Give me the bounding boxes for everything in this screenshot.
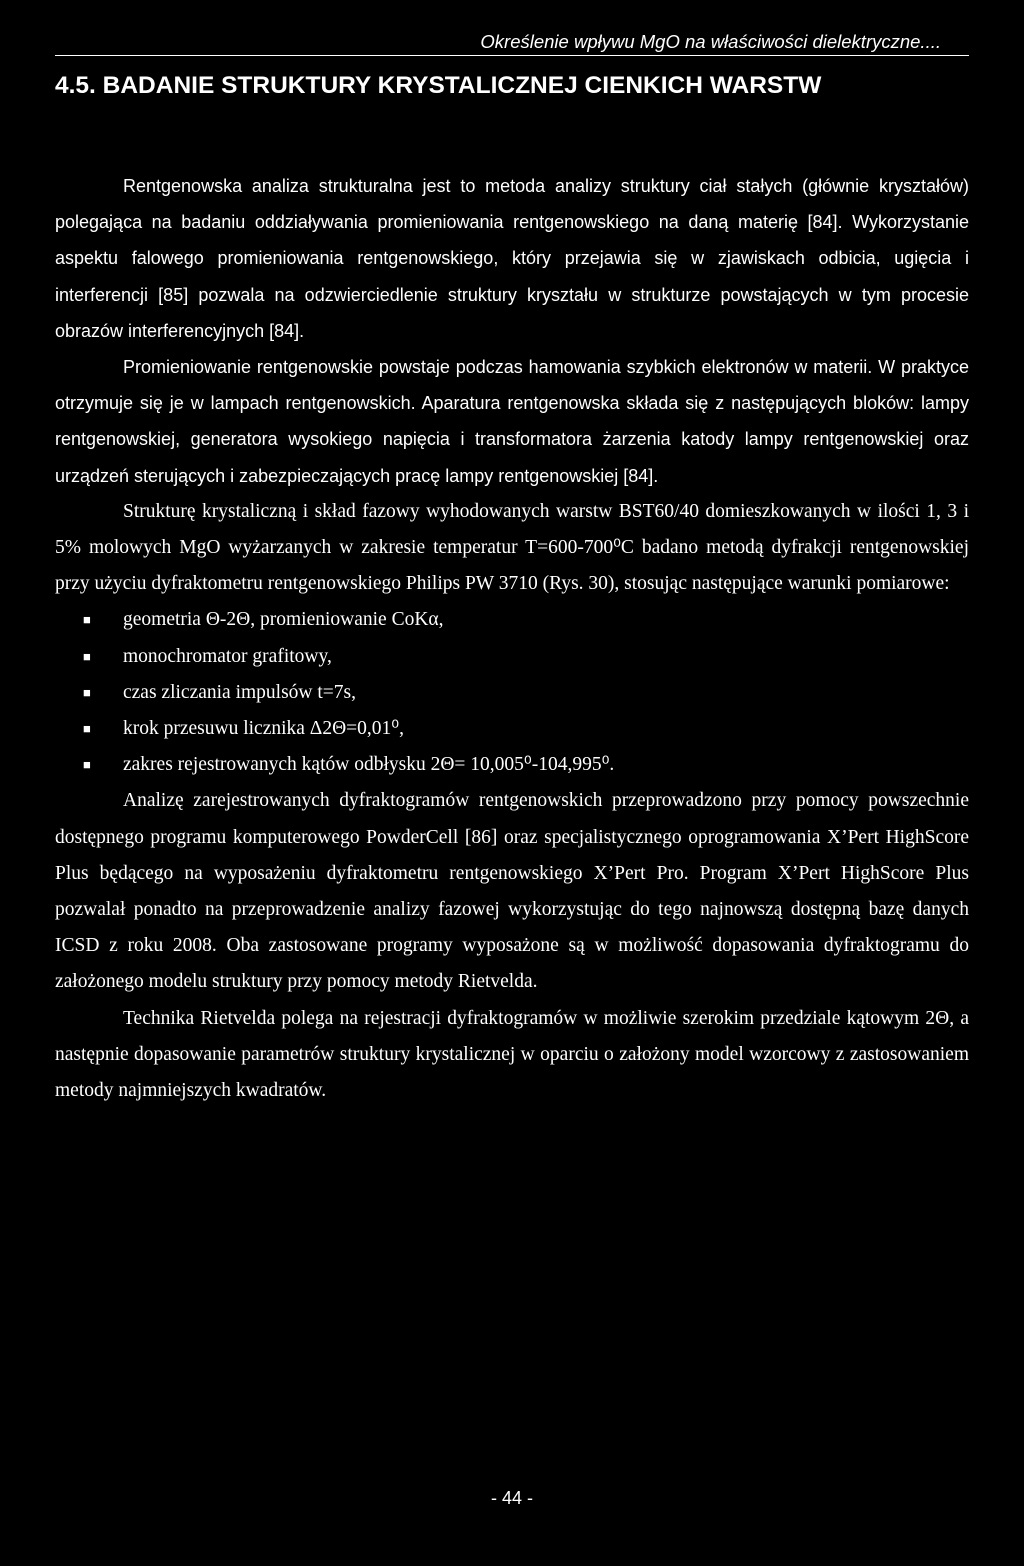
- bullet-icon: ■: [83, 684, 91, 700]
- paragraph-measurement-setup: Strukturę krystaliczną i skład fazowy wyhodowanych warstw BST60/40 domieszkowanych w ilości 1, 3 i 5% molowych MgO wyżarzanych w zakresie temperatur T=600-700⁰C badano metodą dyfrakcji rentgenowskiej przy użyciu dyfraktometru rentgenowskiego Philips PW 3710 (Rys. 30), stosując następujące warunki pomiarowe:: [55, 500, 969, 595]
- bullet-icon: ■: [83, 757, 91, 773]
- list-item: [55, 675, 969, 711]
- list-item: [55, 747, 969, 783]
- list-item: [55, 602, 969, 638]
- paragraph-software-analysis: Analizę zarejestrowanych dyfraktogramów rentgenowskich przeprowadzono przy pomocy powszechnie dostępnego programu komputerowego PowderCell [86] oraz specjalistycznego oprogramowania X’Pert HighScore Plus będącego na wyposażeniu dyfraktometru rentgenowskiego X’Pert Pro. Program X’Pert HighScore Plus pozwalał ponadto na przeprowadzenie analizy fazowej wykorzystując do tego najnowszą dostępną bazę danych ICSD z roku 2008. Oba zastosowane programy wyposażone są w możliwość dopasowania dyfraktogramu do założonego modelu struktury przy pomocy metody Rietvelda.: [55, 790, 969, 993]
- section-title: 4.5. BADANIE STRUKTURY KRYSTALICZNEJ CIENKICH WARSTW: [55, 72, 822, 99]
- paragraph-xray-analysis: Rentgenowska analiza strukturalna jest to metoda analizy struktury ciał stałych (głównie kryształów) polegająca na badaniu oddziaływania promieniowania rentgenowskiego na daną materię [84]. Wykorzystanie aspektu falowego promieniowania rentgenowskiego, który przejawia się w zjawiskach odbicia, ugięcia i interferencji [85] pozwala na odzwierciedlenie struktury kryształu w strukturze powstających w tym procesie obrazów interferencyjnych [84].: [55, 176, 969, 341]
- list-item-text: monochromator grafitowy,: [123, 645, 332, 667]
- list-item: [55, 639, 969, 675]
- paragraph-rietveld-method: Technika Rietvelda polega na rejestracji dyfraktogramów w możliwie szerokim przedziale kątowym 2Θ, a następnie dopasowanie parametrów struktury krystalicznej w oparciu o założony model wzorcowy z zastosowaniem metody najmniejszych kwadratów.: [55, 1007, 969, 1102]
- list-item: [55, 711, 969, 747]
- list-item-text: geometria Θ-2Θ, promieniowanie CoKα,: [123, 609, 444, 631]
- bullet-icon: ■: [83, 648, 91, 664]
- measurement-conditions-list: [55, 602, 969, 783]
- header-rule: [55, 55, 969, 56]
- running-header: Określenie wpływu MgO na właściwości dielektryczne....: [480, 31, 941, 52]
- paragraph-xray-generation: Promieniowanie rentgenowskie powstaje podczas hamowania szybkich elektronów w materii. W praktyce otrzymuje się je w lampach rentgenowskich. Aparatura rentgenowska składa się z następujących bloków: lampy rentgenowskiej, generatora wysokiego napięcia i transformatora żarzenia katody lampy rentgenowskiej oraz urządzeń sterujących i zabezpieczających pracę lampy rentgenowskiej [84].: [55, 357, 969, 486]
- page-number: - 44 -: [490, 1488, 533, 1508]
- list-item-text: krok przesuwu licznika Δ2Θ=0,01⁰,: [123, 718, 404, 740]
- body-text: [55, 168, 969, 1109]
- bullet-icon: ■: [83, 612, 91, 628]
- list-item-text: czas zliczania impulsów t=7s,: [123, 681, 357, 703]
- bullet-icon: ■: [83, 721, 91, 737]
- list-item-text: zakres rejestrowanych kątów odbłysku 2Θ= 10,005⁰-104,995⁰.: [123, 754, 615, 776]
